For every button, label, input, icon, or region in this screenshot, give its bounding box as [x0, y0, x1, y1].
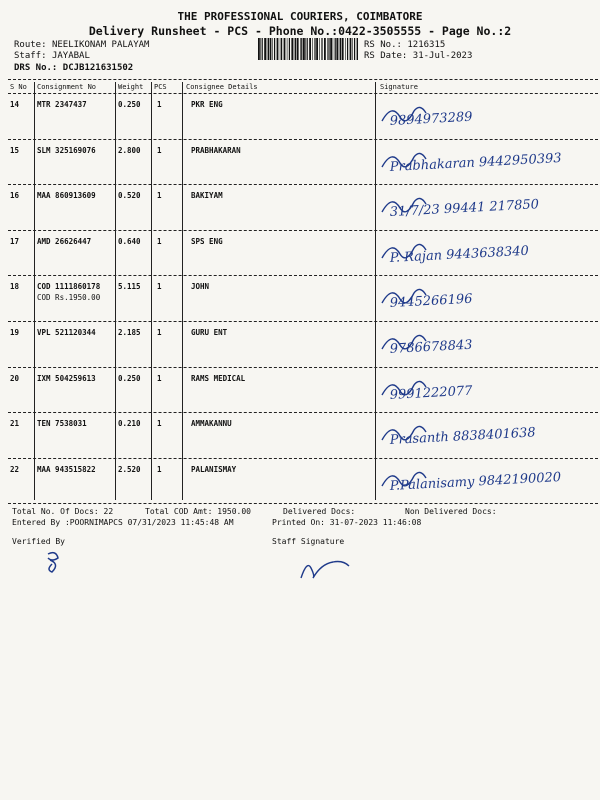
col-header-signature: Signature — [380, 83, 418, 91]
row-consignment-no: MAA 943515822 — [37, 464, 96, 474]
col-divider — [115, 82, 116, 500]
col-header-consignee: Consignee Details — [186, 83, 258, 91]
barcode-bar — [357, 38, 358, 60]
row-sno: 18 — [10, 282, 20, 292]
verified-by-label: Verified By — [12, 537, 65, 546]
row-pcs: 1 — [157, 100, 162, 109]
barcode-bar — [300, 38, 301, 60]
row-weight: 2.185 — [118, 328, 141, 337]
barcode-bar — [330, 38, 332, 60]
row-signature — [378, 414, 596, 458]
signature-text: Prabhakaran 9442950393 — [389, 150, 562, 175]
row-sno: 16 — [10, 191, 20, 201]
row-weight: 0.520 — [118, 191, 141, 201]
row-consignee: SPS ENG — [191, 236, 223, 246]
barcode-bar — [264, 38, 266, 60]
row-weight: 5.115 — [118, 282, 141, 292]
row-signature — [378, 141, 596, 185]
row-consignee: GURU ENT — [191, 328, 228, 337]
row-signature — [378, 232, 596, 276]
signature-text: 9786678843 — [389, 337, 473, 357]
row-consignee: PRABHAKARAN — [191, 145, 241, 155]
entered-by: Entered By :POORNIMAPCS 07/31/2023 11:45:48 AM — [12, 518, 234, 527]
row-signature — [378, 323, 596, 367]
barcode-bar — [345, 38, 346, 60]
staff-line — [14, 51, 90, 61]
route-label: Route: — [14, 40, 47, 50]
row-weight: 2.520 — [118, 464, 141, 474]
row-pcs: 1 — [157, 282, 162, 292]
row-sno: 14 — [10, 100, 20, 109]
row-consignee: PKR ENG — [191, 100, 223, 109]
row-pcs: 1 — [157, 464, 162, 474]
table-top-rule — [8, 79, 598, 80]
barcode-bar — [333, 38, 334, 60]
row-signature — [378, 186, 596, 230]
row-consignee: AMMAKANNU — [191, 419, 232, 429]
barcode-bar — [277, 38, 279, 60]
barcode-bar — [328, 38, 329, 60]
table-header-rule — [8, 93, 598, 94]
row-consignment-no: IXM 504259613 — [37, 373, 96, 383]
barcode-bar — [352, 38, 353, 60]
row-signature — [378, 277, 596, 321]
col-divider — [375, 82, 376, 500]
barcode-bar — [303, 38, 305, 60]
signature-text: P.Palanisamy 9842190020 — [389, 469, 562, 494]
verifier-signature — [40, 548, 70, 578]
barcode-bar — [314, 38, 315, 60]
row-weight: 0.250 — [118, 100, 141, 109]
col-divider — [151, 82, 152, 500]
col-header-pcs: PCS — [154, 83, 167, 91]
barcode-bar — [324, 38, 326, 60]
row-consignment-no: SLM 325169076 — [37, 145, 96, 155]
barcode-bar — [336, 38, 338, 60]
row-consignment-no: TEN 7538031 — [37, 419, 87, 429]
route-value: NEELIKONAM PALAYAM — [51, 40, 150, 50]
route-line — [14, 40, 149, 50]
barcode-bar — [347, 38, 348, 60]
staff-value: JAYABAL — [51, 51, 90, 61]
signature-text: 9445266196 — [389, 292, 473, 312]
barcode-bar — [340, 38, 341, 60]
barcode-bar — [301, 38, 302, 60]
barcode-bar — [339, 38, 340, 60]
barcode-bar — [294, 38, 295, 60]
barcode-bar — [297, 38, 299, 60]
row-consignment-no: AMD 26626447 — [37, 236, 92, 246]
barcode-bar — [267, 38, 268, 60]
row-sno: 21 — [10, 419, 20, 429]
barcode-bar — [295, 38, 296, 60]
barcode-bar — [335, 38, 336, 60]
drs-label: DRS No.: — [14, 63, 58, 73]
rs-date-label: RS Date: — [364, 51, 408, 61]
barcode-bar — [316, 38, 318, 60]
barcode-bar — [354, 38, 355, 60]
row-weight: 2.800 — [118, 145, 141, 155]
barcode-bar — [312, 38, 313, 60]
signature-text: 31/7/23 99441 217850 — [389, 197, 540, 221]
row-consignment-no: COD 1111860178 — [37, 282, 101, 292]
staff-signature-label: Staff Signature — [272, 537, 345, 546]
staff-signature-mark — [295, 548, 365, 588]
row-sno: 15 — [10, 145, 20, 155]
delivered-docs: Delivered Docs: — [283, 507, 356, 516]
row-pcs: 1 — [157, 236, 162, 246]
drs-line — [14, 63, 133, 73]
row-consignee: PALANISMAY — [191, 464, 237, 474]
barcode-bar — [307, 38, 308, 60]
col-header-consignment: Consignment No — [37, 83, 97, 91]
barcode-bar — [272, 38, 273, 60]
rs-no-label: RS No.: — [364, 40, 402, 50]
barcode-bar — [342, 38, 344, 60]
row-sno: 19 — [10, 328, 20, 337]
row-weight: 0.250 — [118, 373, 141, 383]
row-pcs: 1 — [157, 145, 162, 155]
barcode-bar — [284, 38, 286, 60]
rs-date-value: 31-Jul-2023 — [412, 51, 473, 61]
signature-text: 9894973289 — [389, 109, 473, 129]
barcode-bar — [287, 38, 288, 60]
row-sno: 22 — [10, 464, 20, 474]
col-divider — [182, 82, 183, 500]
barcode-bar — [258, 38, 260, 60]
row-pcs: 1 — [157, 191, 162, 201]
row-pcs: 1 — [157, 419, 162, 429]
row-consignee: BAKIYAM — [191, 191, 223, 201]
signature-text: P. Rajan 9443638340 — [389, 243, 530, 266]
drs-value: DCJB121631502 — [62, 63, 134, 73]
barcode-bar — [309, 38, 311, 60]
barcode-bar — [350, 38, 352, 60]
barcode-bar — [327, 38, 328, 60]
total-docs: Total No. Of Docs: 22 — [12, 507, 114, 516]
col-header-sno: S No — [10, 83, 27, 91]
staff-label: Staff: — [14, 51, 47, 61]
rs-no-value: 1216315 — [407, 40, 446, 50]
barcode-bar — [280, 38, 281, 60]
row-consignment-no: MTR 2347437 — [37, 100, 87, 109]
row-sno: 17 — [10, 236, 20, 246]
row-signature — [378, 369, 596, 413]
barcode-bar — [291, 38, 293, 60]
row-consignee: RAMS MEDICAL — [191, 373, 246, 383]
barcode-bar — [305, 38, 306, 60]
barcode-bar — [274, 38, 275, 60]
barcode-bar — [289, 38, 290, 60]
barcode-bar — [281, 38, 282, 60]
row-cod-note: COD Rs.1950.00 — [37, 293, 101, 303]
row-weight: 0.640 — [118, 236, 141, 246]
barcode-bar — [321, 38, 322, 60]
row-pcs: 1 — [157, 328, 162, 337]
signature-text: Prasanth 8838401638 — [389, 425, 536, 449]
company-title: THE PROFESSIONAL COURIERS, COIMBATORE — [177, 10, 423, 23]
total-cod: Total COD Amt: 1950.00 — [145, 507, 251, 516]
row-consignment-no: MAA 860913609 — [37, 191, 96, 201]
row-signature — [378, 460, 596, 504]
barcode-bar — [260, 38, 261, 60]
row-weight: 0.210 — [118, 419, 141, 429]
row-signature — [378, 95, 596, 139]
signature-text: 9991222077 — [389, 383, 473, 403]
col-header-weight: Weight — [118, 83, 144, 91]
barcode-bar — [262, 38, 263, 60]
row-consignee: JOHN — [191, 282, 210, 292]
col-divider — [34, 82, 35, 500]
rs-no-line — [364, 40, 445, 50]
row-sno: 20 — [10, 373, 20, 383]
row-pcs: 1 — [157, 373, 162, 383]
barcode-bar — [319, 38, 320, 60]
printed-on: Printed On: 31-07-2023 11:46:08 — [272, 518, 422, 527]
runsheet-subtitle: Delivery Runsheet - PCS - Phone No.:0422-3505555 - Page No.:2 — [88, 24, 512, 38]
rs-date-line — [364, 51, 472, 61]
non-delivered-docs: Non Delivered Docs: — [405, 507, 497, 516]
barcode-bar — [268, 38, 269, 60]
barcode-bar — [270, 38, 272, 60]
barcode-image — [258, 38, 358, 60]
row-consignment-no: VPL 521120344 — [37, 328, 96, 337]
